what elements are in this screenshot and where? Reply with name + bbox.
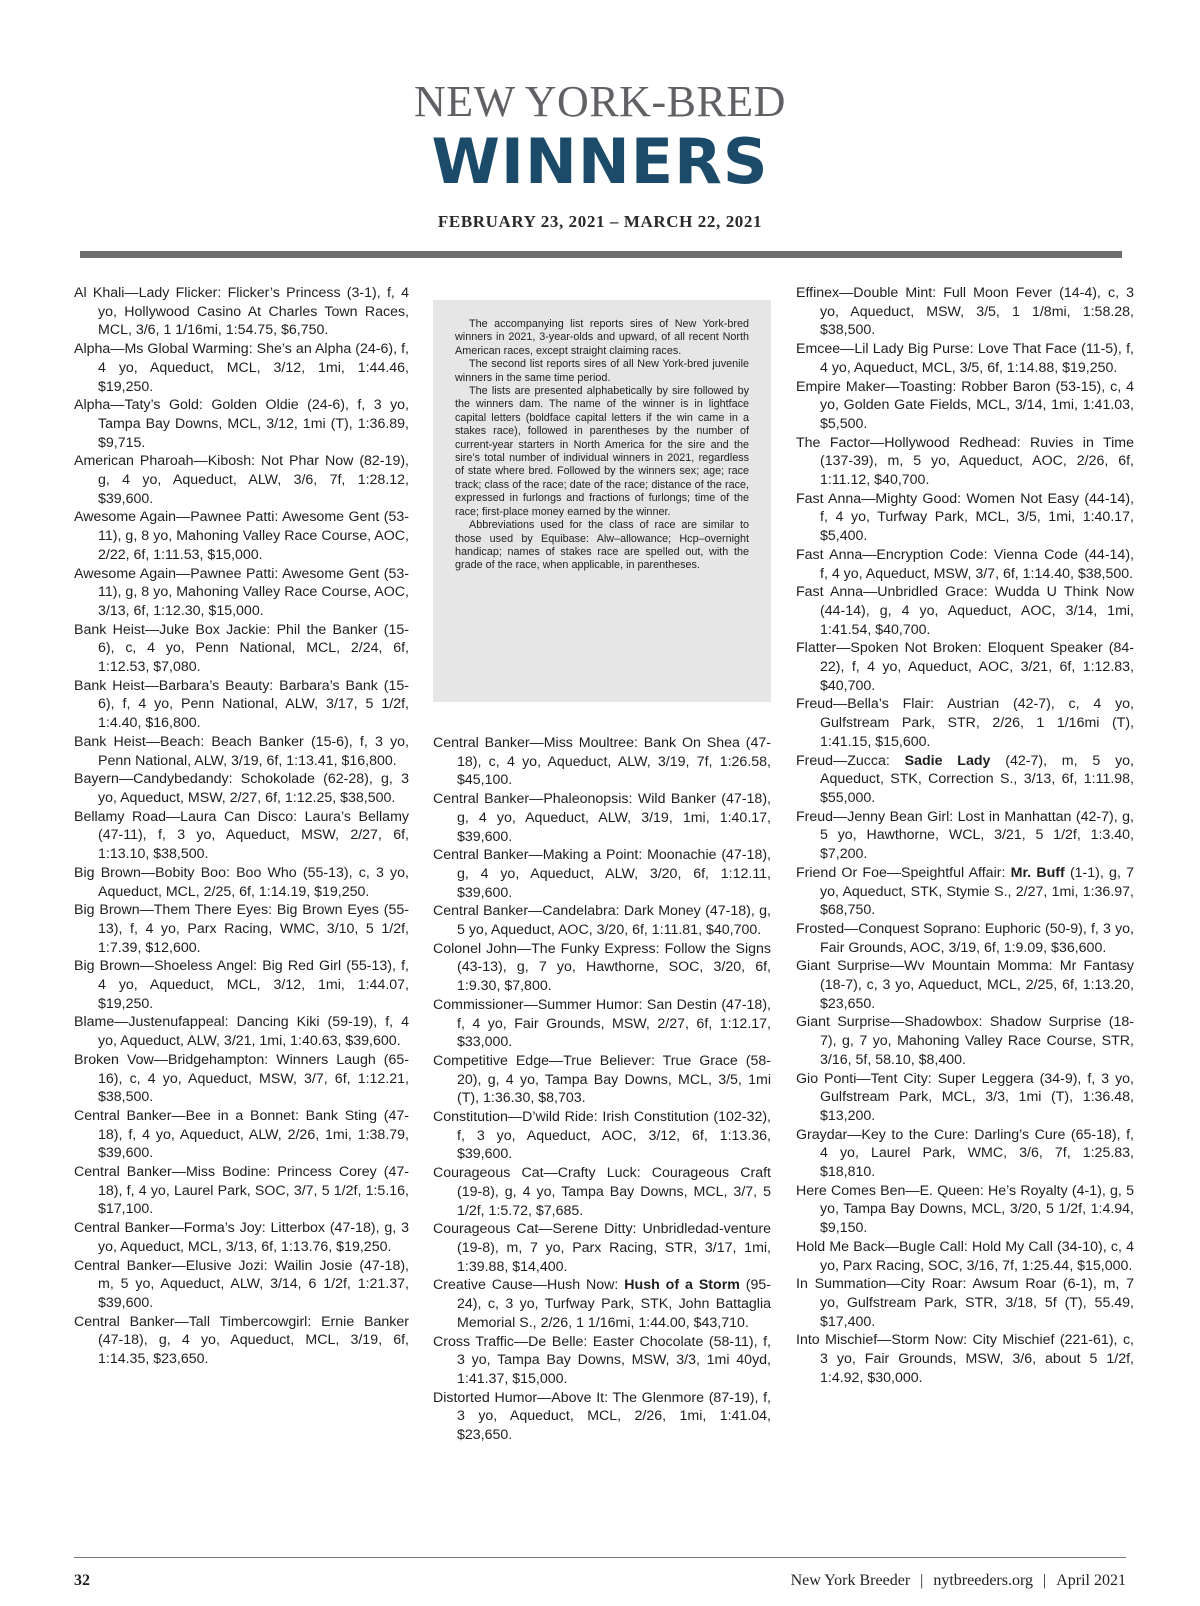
winner-entry: Emcee—Lil Lady Big Purse: Love That Face (11-5), f, 4 yo, Aqueduct, MCL, 3/5, 6f, 1:14.88, $19,250. bbox=[796, 341, 1134, 376]
winner-entry: Central Banker—Candelabra: Dark Money (47-18), g, 5 yo, Aqueduct, AOC, 3/20, 6f, 1:11.81, $40,700. bbox=[433, 903, 771, 939]
winner-entry: Central Banker—Forma’s Joy: Litterbox (47-18), g, 3 yo, Aqueduct, MCL, 3/13, 6f, 1:13.76, $19,250. bbox=[74, 1220, 409, 1255]
winner-entry: Frosted—Conquest Soprano: Euphoric (50-9), f, 3 yo, Fair Grounds, AOC, 3/19, 6f, 1:9.09, $36,600. bbox=[796, 920, 1134, 956]
winner-entry: Bank Heist—Barbara’s Beauty: Barbara’s Bank (15-6), f, 4 yo, Penn National, ALW, 3/17, 5 1/2f, 1:4.40, $16,800. bbox=[74, 677, 409, 732]
entry-text: Freud—Zucca: bbox=[796, 752, 905, 769]
winner-entry bbox=[433, 1276, 771, 1332]
entry-text: Creative Cause—Hush Now: bbox=[433, 1277, 625, 1294]
publication-name: New York Breeder bbox=[790, 1572, 911, 1589]
footer-separator: | bbox=[920, 1572, 924, 1589]
winner-entry: Big Brown—Shoeless Angel: Big Red Girl (55-13), f, 4 yo, Aqueduct, MCL, 3/12, 1mi, 1:44.07, $19,250. bbox=[74, 958, 409, 1012]
entry-text: (95-24), c, 3 yo, Turfway Park, STK, John Battaglia Memorial S., 2/26, 1 1/16mi, 1:44.00, $43,710. bbox=[457, 1277, 771, 1331]
winner-entry: Awesome Again—Pawnee Patti: Awesome Gent (53-11), g, 8 yo, Mahoning Valley Race Course, AOC, 2/22, 6f, 1:11.53, $15,000. bbox=[74, 509, 409, 563]
winner-entry: Hold Me Back—Bugle Call: Hold My Call (34-10), c, 4 yo, Parx Racing, SOC, 3/16, 7f, 1:25.44, $15,000. bbox=[796, 1238, 1134, 1274]
column-1 bbox=[74, 284, 409, 1369]
winner-entry: Central Banker—Making a Point: Moonachie (47-18), g, 4 yo, Aqueduct, ALW, 3/20, 6f, 1:12.11, $39,600. bbox=[433, 847, 771, 901]
page-number: 32 bbox=[74, 1572, 90, 1589]
winner-entry: In Summation—City Roar: Awsum Roar (6-1), m, 7 yo, Gulfstream Park, STR, 3/18, 5f (T), 55.49, $17,400. bbox=[796, 1276, 1134, 1330]
winner-entry: Fast Anna—Mighty Good: Women Not Easy (44-14), f, 4 yo, Turfway Park, MCL, 3/5, 1mi, 1:40.17, $5,400. bbox=[796, 490, 1134, 545]
winner-entry: Distorted Humor—Above It: The Glenmore (87-19), f, 3 yo, Aqueduct, MCL, 2/26, 1mi, 1:41.04, $23,650. bbox=[433, 1389, 771, 1444]
winner-entry: Here Comes Ben—E. Queen: He’s Royalty (4-1), g, 5 yo, Tampa Bay Downs, MCL, 3/20, 5 1/2f, 1:4.94, $9,150. bbox=[796, 1182, 1134, 1237]
intro-text bbox=[433, 300, 771, 583]
winner-entry: Central Banker—Miss Moultree: Bank On Shea (47-18), c, 4 yo, Aqueduct, ALW, 3/19, 7f, 1:26.58, $45,100. bbox=[433, 735, 771, 789]
winner-entry: Bank Heist—Juke Box Jackie: Phil the Banker (15-6), c, 4 yo, Penn National, MCL, 2/24, 6f, 1:12.53, $7,080. bbox=[74, 621, 409, 676]
winner-entry: Central Banker—Elusive Jozi: Wailin Josie (47-18), m, 5 yo, Aqueduct, ALW, 3/14, 6 1/2f, 1:21.37, $39,600. bbox=[74, 1257, 409, 1311]
stakes-winner-name: Sadie Lady bbox=[904, 752, 991, 769]
footer-rule bbox=[74, 1557, 1126, 1558]
winner-entry: Graydar—Key to the Cure: Darling’s Cure (65-18), f, 4 yo, Laurel Park, WMC, 3/6, 7f, 1:25.83, $18,810. bbox=[796, 1126, 1134, 1181]
date-range: FEBRUARY 23, 2021 – MARCH 22, 2021 bbox=[437, 212, 763, 231]
winner-entry: Bellamy Road—Laura Can Disco: Laura’s Bellamy (47-11), f, 3 yo, Aqueduct, MSW, 2/27, 6f, 1:13.10, $38,500. bbox=[74, 808, 409, 863]
winner-entry: Central Banker—Bee in a Bonnet: Bank Sting (47-18), f, 4 yo, Aqueduct, ALW, 2/26, 1mi, 1:38.79, $39,600. bbox=[74, 1107, 409, 1162]
intro-paragraph: The second list reports sires of all New York-bred juvenile winners in the same time period. bbox=[455, 358, 749, 384]
header-rule bbox=[80, 251, 1122, 258]
winner-entry: Awesome Again—Pawnee Patti: Awesome Gent (53-11), g, 8 yo, Mahoning Valley Race Course, AOC, 3/13, 6f, 1:12.30, $15,000. bbox=[74, 565, 409, 619]
entry-text: Friend Or Foe—Speightful Affair: bbox=[796, 864, 1011, 881]
winner-entry: Commissioner—Summer Humor: San Destin (47-18), f, 4 yo, Fair Grounds, MSW, 2/27, 6f, 1:12.17, $33,000. bbox=[433, 996, 771, 1051]
winner-entry: Bank Heist—Beach: Beach Banker (15-6), f, 3 yo, Penn National, ALW, 3/19, 6f, 1:13.41, $16,800. bbox=[74, 733, 409, 769]
winner-entry: Constitution—D’wild Ride: Irish Constitution (102-32), f, 3 yo, Aqueduct, AOC, 3/12, 6f, 1:13.36, $39,600. bbox=[433, 1109, 771, 1163]
winner-entry: Courageous Cat—Crafty Luck: Courageous Craft (19-8), g, 4 yo, Tampa Bay Downs, MCL, 3/7, 5 1/2f, 1:5.72, $7,685. bbox=[433, 1165, 771, 1219]
winner-entry: Effinex—Double Mint: Full Moon Fever (14-4), c, 3 yo, Aqueduct, MSW, 3/5, 1 1/8mi, 1:58.28, $38,500. bbox=[796, 285, 1134, 339]
header-kicker: NEW YORK-BRED bbox=[414, 77, 786, 126]
winner-entry: Broken Vow—Bridgehampton: Winners Laugh (65-16), c, 4 yo, Aqueduct, MSW, 3/7, 6f, 1:12.21, $38,500. bbox=[74, 1051, 409, 1106]
winner-entry: American Pharoah—Kibosh: Not Phar Now (82-19), g, 4 yo, Aqueduct, ALW, 3/6, 7f, 1:28.12, $39,600. bbox=[74, 453, 409, 507]
winner-entry: Al Khali—Lady Flicker: Flicker’s Princess (3-1), f, 4 yo, Hollywood Casino At Charles Town Races, MCL, 3/6, 1 1/16mi, 1:54.75, $6,750. bbox=[74, 285, 409, 339]
winner-entry: Courageous Cat—Serene Ditty: Unbridledad-venture (19-8), m, 7 yo, Parx Racing, STR, 3/17, 1mi, 1:39.88, $14,400. bbox=[433, 1221, 771, 1275]
intro-paragraph: The accompanying list reports sires of New York-bred winners in 2021, 3-year-olds and upward, of all recent North American races, except straight claiming races. bbox=[455, 318, 749, 357]
intro-box bbox=[433, 300, 771, 702]
winner-entry: Alpha—Taty’s Gold: Golden Oldie (24-6), f, 3 yo, Tampa Bay Downs, MCL, 3/12, 1mi (T), 1:36.89, $9,715. bbox=[74, 397, 409, 451]
winner-entry: Alpha—Ms Global Warming: She’s an Alpha (24-6), f, 4 yo, Aqueduct, MCL, 3/12, 1mi, 1:44.46, $19,250. bbox=[74, 341, 409, 395]
winner-entry: Big Brown—Bobity Boo: Boo Who (55-13), c, 3 yo, Aqueduct, MCL, 2/25, 6f, 1:14.19, $19,250. bbox=[74, 864, 409, 900]
winner-entry: Bayern—Candybedandy: Schokolade (62-28), g, 3 yo, Aqueduct, MSW, 2/27, 6f, 1:12.25, $38,500. bbox=[74, 771, 409, 806]
entry-text: (42-7), m, 5 yo, Aqueduct, STK, Correction S., 3/13, 6f, 1:11.98, $55,000. bbox=[820, 752, 1134, 806]
winner-entry: Blame—Justenufappeal: Dancing Kiki (59-19), f, 4 yo, Aqueduct, ALW, 3/21, 1mi, 1:40.63, $39,600. bbox=[74, 1014, 409, 1050]
winner-entry bbox=[796, 752, 1134, 808]
winner-entry: Giant Surprise—Wv Mountain Momma: Mr Fantasy (18-7), c, 3 yo, Aqueduct, MCL, 2/25, 6f, 1:13.20, $23,650. bbox=[796, 958, 1134, 1012]
column-2 bbox=[433, 734, 771, 1445]
stakes-winner-name: Hush of a Storm bbox=[624, 1277, 740, 1294]
winner-entry: Gio Ponti—Tent City: Super Leggera (34-9), f, 3 yo, Gulfstream Park, MCL, 3/3, 1mi (T), 1:36.48, $13,200. bbox=[796, 1070, 1134, 1124]
winner-entry: Big Brown—Them There Eyes: Big Brown Eyes (55-13), f, 4 yo, Parx Racing, WMC, 3/10, 5 1/2f, 1:7.39, $12,600. bbox=[74, 902, 409, 956]
issue-date: April 2021 bbox=[1056, 1572, 1126, 1589]
winner-entry: Cross Traffic—De Belle: Easter Chocolate (58-11), f, 3 yo, Tampa Bay Downs, MSW, 3/3, 1mi 40yd, 1:41.37, $15,000. bbox=[433, 1333, 771, 1387]
winner-entry: Central Banker—Tall Timbercowgirl: Ernie Banker (47-18), g, 4 yo, Aqueduct, MCL, 3/19, 6f, 1:14.35, $23,650. bbox=[74, 1313, 409, 1368]
entry-text: (1-1), g, 7 yo, Aqueduct, STK, Stymie S., 2/27, 1mi, 1:36.97, $68,750. bbox=[820, 864, 1135, 919]
stakes-winner-name: Mr. Buff bbox=[1010, 864, 1065, 881]
page-header bbox=[0, 78, 1200, 232]
intro-paragraph: The lists are presented alphabetically by sire followed by the winners dam. The name of the winner is in lightface capital letters (boldface capital letters if the win came in a stakes race), followed in parentheses by the number of current-year starters in North America for the sire and the sire’s total number of individual winners in 2021, regardless of state where bred. Followed by the winners sex; age; race track; class of the race; date of the race; distance of the race, expressed in furlongs and fractions of furlongs; time of the race; first-place money earned by the winner. bbox=[455, 385, 749, 518]
winner-entry: Flatter—Spoken Not Broken: Eloquent Speaker (84-22), f, 4 yo, Aqueduct, AOC, 3/21, 6f, 1:12.83, $40,700. bbox=[796, 640, 1134, 694]
intro-paragraph: Abbreviations used for the class of race are similar to those used by Equibase: Alw–allowance; Hcp–overnight handicap; names of stakes race are spelled out, with the grade of the race, when applicable, in parentheses. bbox=[455, 519, 749, 572]
winner-entry: Central Banker—Phaleonopsis: Wild Banker (47-18), g, 4 yo, Aqueduct, ALW, 3/19, 1mi, 1:40.17, $39,600. bbox=[433, 791, 771, 845]
footer-separator: | bbox=[1043, 1572, 1047, 1589]
winner-entry bbox=[796, 864, 1134, 920]
winner-entry: Colonel John—The Funky Express: Follow the Signs (43-13), g, 7 yo, Hawthorne, SOC, 3/20, 6f, 1:9.30, $7,800. bbox=[433, 940, 771, 995]
winner-entry: Freud—Jenny Bean Girl: Lost in Manhattan (42-7), g, 5 yo, Hawthorne, WCL, 3/21, 5 1/2f, 1:3.40, $7,200. bbox=[796, 808, 1134, 863]
winner-entry: Fast Anna—Encryption Code: Vienna Code (44-14), f, 4 yo, Aqueduct, MSW, 3/7, 6f, 1:14.40, $38,500. bbox=[796, 546, 1134, 582]
winner-entry: Fast Anna—Unbridled Grace: Wudda U Think Now (44-14), g, 4 yo, Aqueduct, AOC, 3/14, 1mi, 1:41.54, $40,700. bbox=[796, 584, 1134, 638]
column-3 bbox=[796, 284, 1134, 1387]
winner-entry: Empire Maker—Toasting: Robber Baron (53-15), c, 4 yo, Golden Gate Fields, MCL, 3/14, 1mi, 1:41.03, $5,500. bbox=[796, 378, 1134, 432]
winner-entry: Giant Surprise—Shadowbox: Shadow Surprise (18-7), g, 7 yo, Mahoning Valley Race Course, STR, 3/16, 5f, 58.10, $8,400. bbox=[796, 1014, 1134, 1068]
footer-credit bbox=[791, 1572, 1126, 1590]
winner-entry: Into Mischief—Storm Now: City Mischief (221-61), c, 3 yo, Fair Grounds, MSW, 3/6, about 5 1/2f, 1:4.92, $30,000. bbox=[796, 1332, 1134, 1386]
website: nytbreeders.org bbox=[933, 1572, 1034, 1589]
winner-entry: Central Banker—Miss Bodine: Princess Corey (47-18), f, 4 yo, Laurel Park, SOC, 3/7, 5 1/2f, 1:5.16, $17,100. bbox=[74, 1164, 409, 1218]
winner-entry: The Factor—Hollywood Redhead: Ruvies in Time (137-39), m, 5 yo, Aqueduct, AOC, 2/26, 6f, 1:11.12, $40,700. bbox=[796, 434, 1134, 489]
winner-entry: Competitive Edge—True Believer: True Grace (58-20), g, 4 yo, Tampa Bay Downs, MCL, 3/5, 1mi (T), 1:36.30, $8,703. bbox=[433, 1052, 771, 1107]
page-title: WINNERS bbox=[431, 125, 769, 198]
winner-entry: Freud—Bella’s Flair: Austrian (42-7), c, 4 yo, Gulfstream Park, STR, 2/26, 1 1/16mi (T), 1:41.15, $15,600. bbox=[796, 696, 1134, 750]
